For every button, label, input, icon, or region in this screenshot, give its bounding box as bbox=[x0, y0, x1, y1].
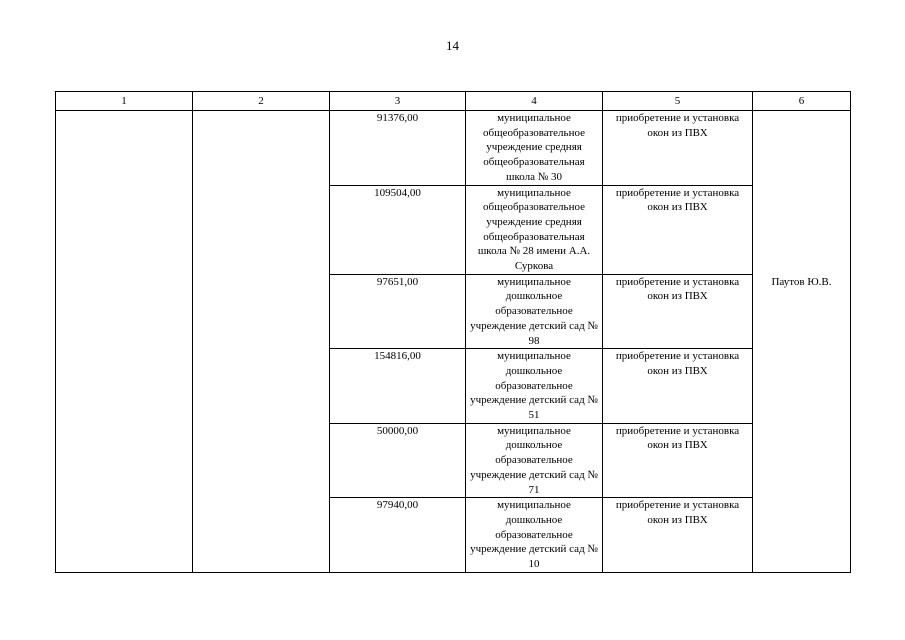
institution-cell: муниципальное дошкольное образовательное учреждение детский сад № 10 bbox=[466, 498, 603, 573]
purpose-cell: приобретение и установка окон из ПВХ bbox=[603, 498, 753, 573]
responsible-cell bbox=[753, 111, 851, 573]
institution-cell: муниципальное дошкольное образовательное учреждение детский сад № 98 bbox=[466, 274, 603, 349]
amount-cell: 91376,00 bbox=[330, 111, 466, 186]
funding-table bbox=[55, 91, 851, 573]
amount-cell: 154816,00 bbox=[330, 349, 466, 424]
column-header: 1 bbox=[56, 92, 193, 111]
purpose-cell: приобретение и установка окон из ПВХ bbox=[603, 349, 753, 424]
amount-cell: 50000,00 bbox=[330, 423, 466, 498]
empty-cell-col1 bbox=[56, 111, 193, 573]
purpose-cell: приобретение и установка окон из ПВХ bbox=[603, 185, 753, 274]
institution-cell: муниципальное дошкольное образовательное учреждение детский сад № 51 bbox=[466, 349, 603, 424]
column-header: 2 bbox=[193, 92, 330, 111]
empty-cell-col2 bbox=[193, 111, 330, 573]
purpose-cell: приобретение и установка окон из ПВХ bbox=[603, 423, 753, 498]
institution-cell: муниципальное дошкольное образовательное учреждение детский сад № 71 bbox=[466, 423, 603, 498]
header-row bbox=[56, 92, 851, 111]
amount-cell: 109504,00 bbox=[330, 185, 466, 274]
page-number: 14 bbox=[446, 38, 459, 53]
responsible-name: Паутов Ю.В. bbox=[771, 276, 832, 288]
column-header: 4 bbox=[466, 92, 603, 111]
purpose-cell: приобретение и установка окон из ПВХ bbox=[603, 274, 753, 349]
purpose-cell: приобретение и установка окон из ПВХ bbox=[603, 111, 753, 186]
amount-cell: 97940,00 bbox=[330, 498, 466, 573]
column-header: 3 bbox=[330, 92, 466, 111]
table-row bbox=[56, 111, 851, 186]
column-header: 6 bbox=[753, 92, 851, 111]
institution-cell: муниципальное общеобразовательное учреждение средняя общеобразовательная школа № 28 имени А.А. Суркова bbox=[466, 185, 603, 274]
amount-cell: 97651,00 bbox=[330, 274, 466, 349]
column-header: 5 bbox=[603, 92, 753, 111]
institution-cell: муниципальное общеобразовательное учреждение средняя общеобразовательная школа № 30 bbox=[466, 111, 603, 186]
